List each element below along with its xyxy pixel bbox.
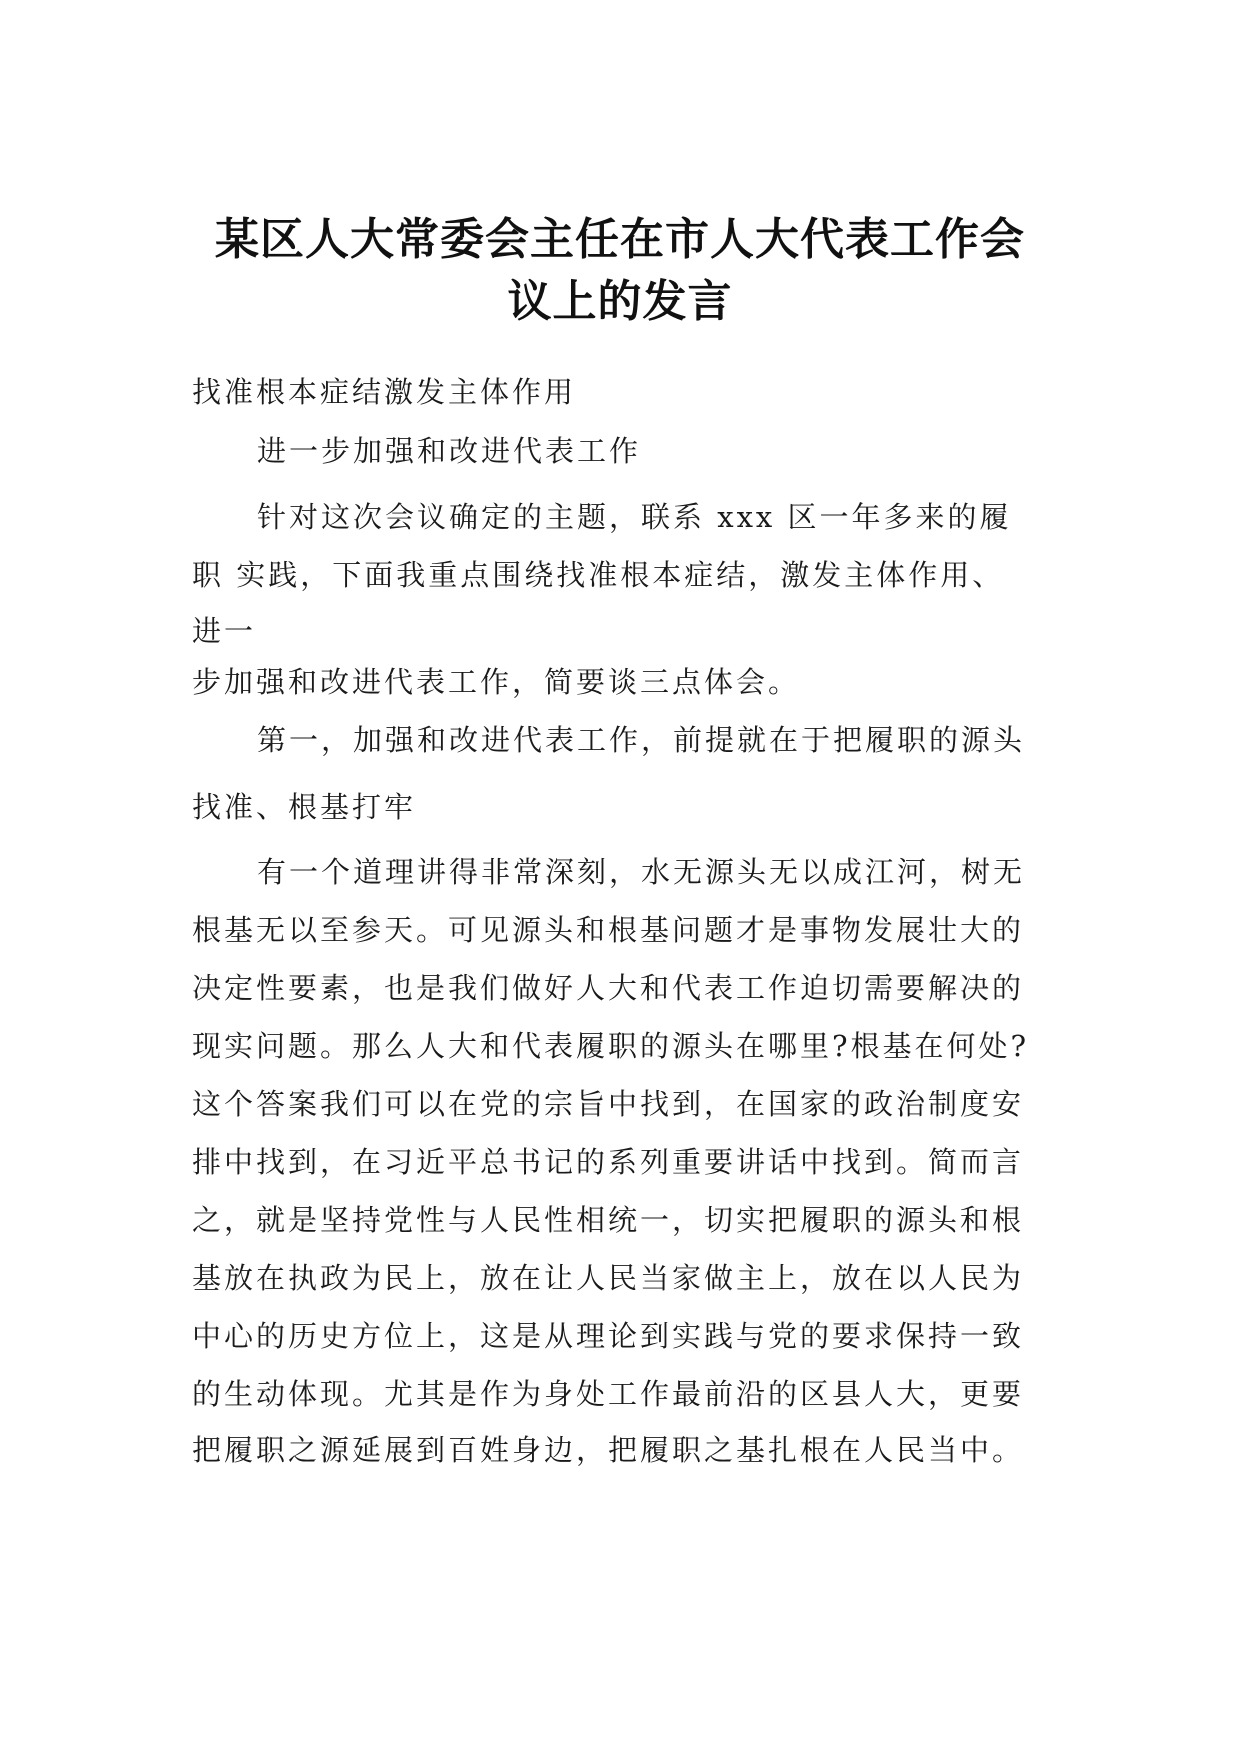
- section-1-body-line: 基放在执政为民上，放在让人民当家做主上，放在以人民为: [192, 1261, 1025, 1295]
- section-1-body-line: 决定性要素，也是我们做好人大和代表工作迫切需要解决的: [192, 971, 1025, 1005]
- document-title-line-2: 议上的发言: [507, 276, 733, 327]
- section-1-heading-line-2: 找准、根基打牢: [192, 790, 417, 824]
- section-1-body-line: 把履职之源延展到百姓身边，把履职之基扎根在人民当中。: [192, 1433, 1025, 1467]
- section-1-body-line: 有一个道理讲得非常深刻，水无源头无以成江河，树无: [257, 855, 1026, 889]
- intro-line-3: 进一: [192, 614, 257, 648]
- section-1-body-line: 的生动体现。尤其是作为身处工作最前沿的区县人大，更要: [192, 1377, 1025, 1411]
- section-1-body-line: 现实问题。那么人大和代表履职的源头在哪里?根基在何处?: [192, 1029, 1030, 1063]
- subtitle-1: 找准根本症结激发主体作用: [192, 375, 577, 409]
- intro-line-4: 步加强和改进代表工作，简要谈三点体会。: [192, 665, 801, 699]
- section-1-body-line: 根基无以至参天。可见源头和根基问题才是事物发展壮大的: [192, 913, 1025, 947]
- intro-line-1: 针对这次会议确定的主题，联系 xxx 区一年多来的履: [257, 500, 1012, 534]
- intro-line-2: 职 实践，下面我重点围绕找准根本症结，激发主体作用、: [192, 558, 1005, 592]
- section-1-heading-line-1: 第一，加强和改进代表工作，前提就在于把履职的源头: [257, 723, 1026, 757]
- section-1-body-line: 中心的历史方位上，这是从理论到实践与党的要求保持一致: [192, 1319, 1025, 1353]
- document-title-line-1: 某区人大常委会主任在市人大代表工作会: [215, 214, 1025, 265]
- subtitle-2: 进一步加强和改进代表工作: [257, 434, 642, 468]
- section-1-body-line: 排中找到，在习近平总书记的系列重要讲话中找到。简而言: [192, 1145, 1025, 1179]
- section-1-body-line: 这个答案我们可以在党的宗旨中找到，在国家的政治制度安: [192, 1087, 1025, 1121]
- section-1-body-line: 之，就是坚持党性与人民性相统一，切实把履职的源头和根: [192, 1203, 1025, 1237]
